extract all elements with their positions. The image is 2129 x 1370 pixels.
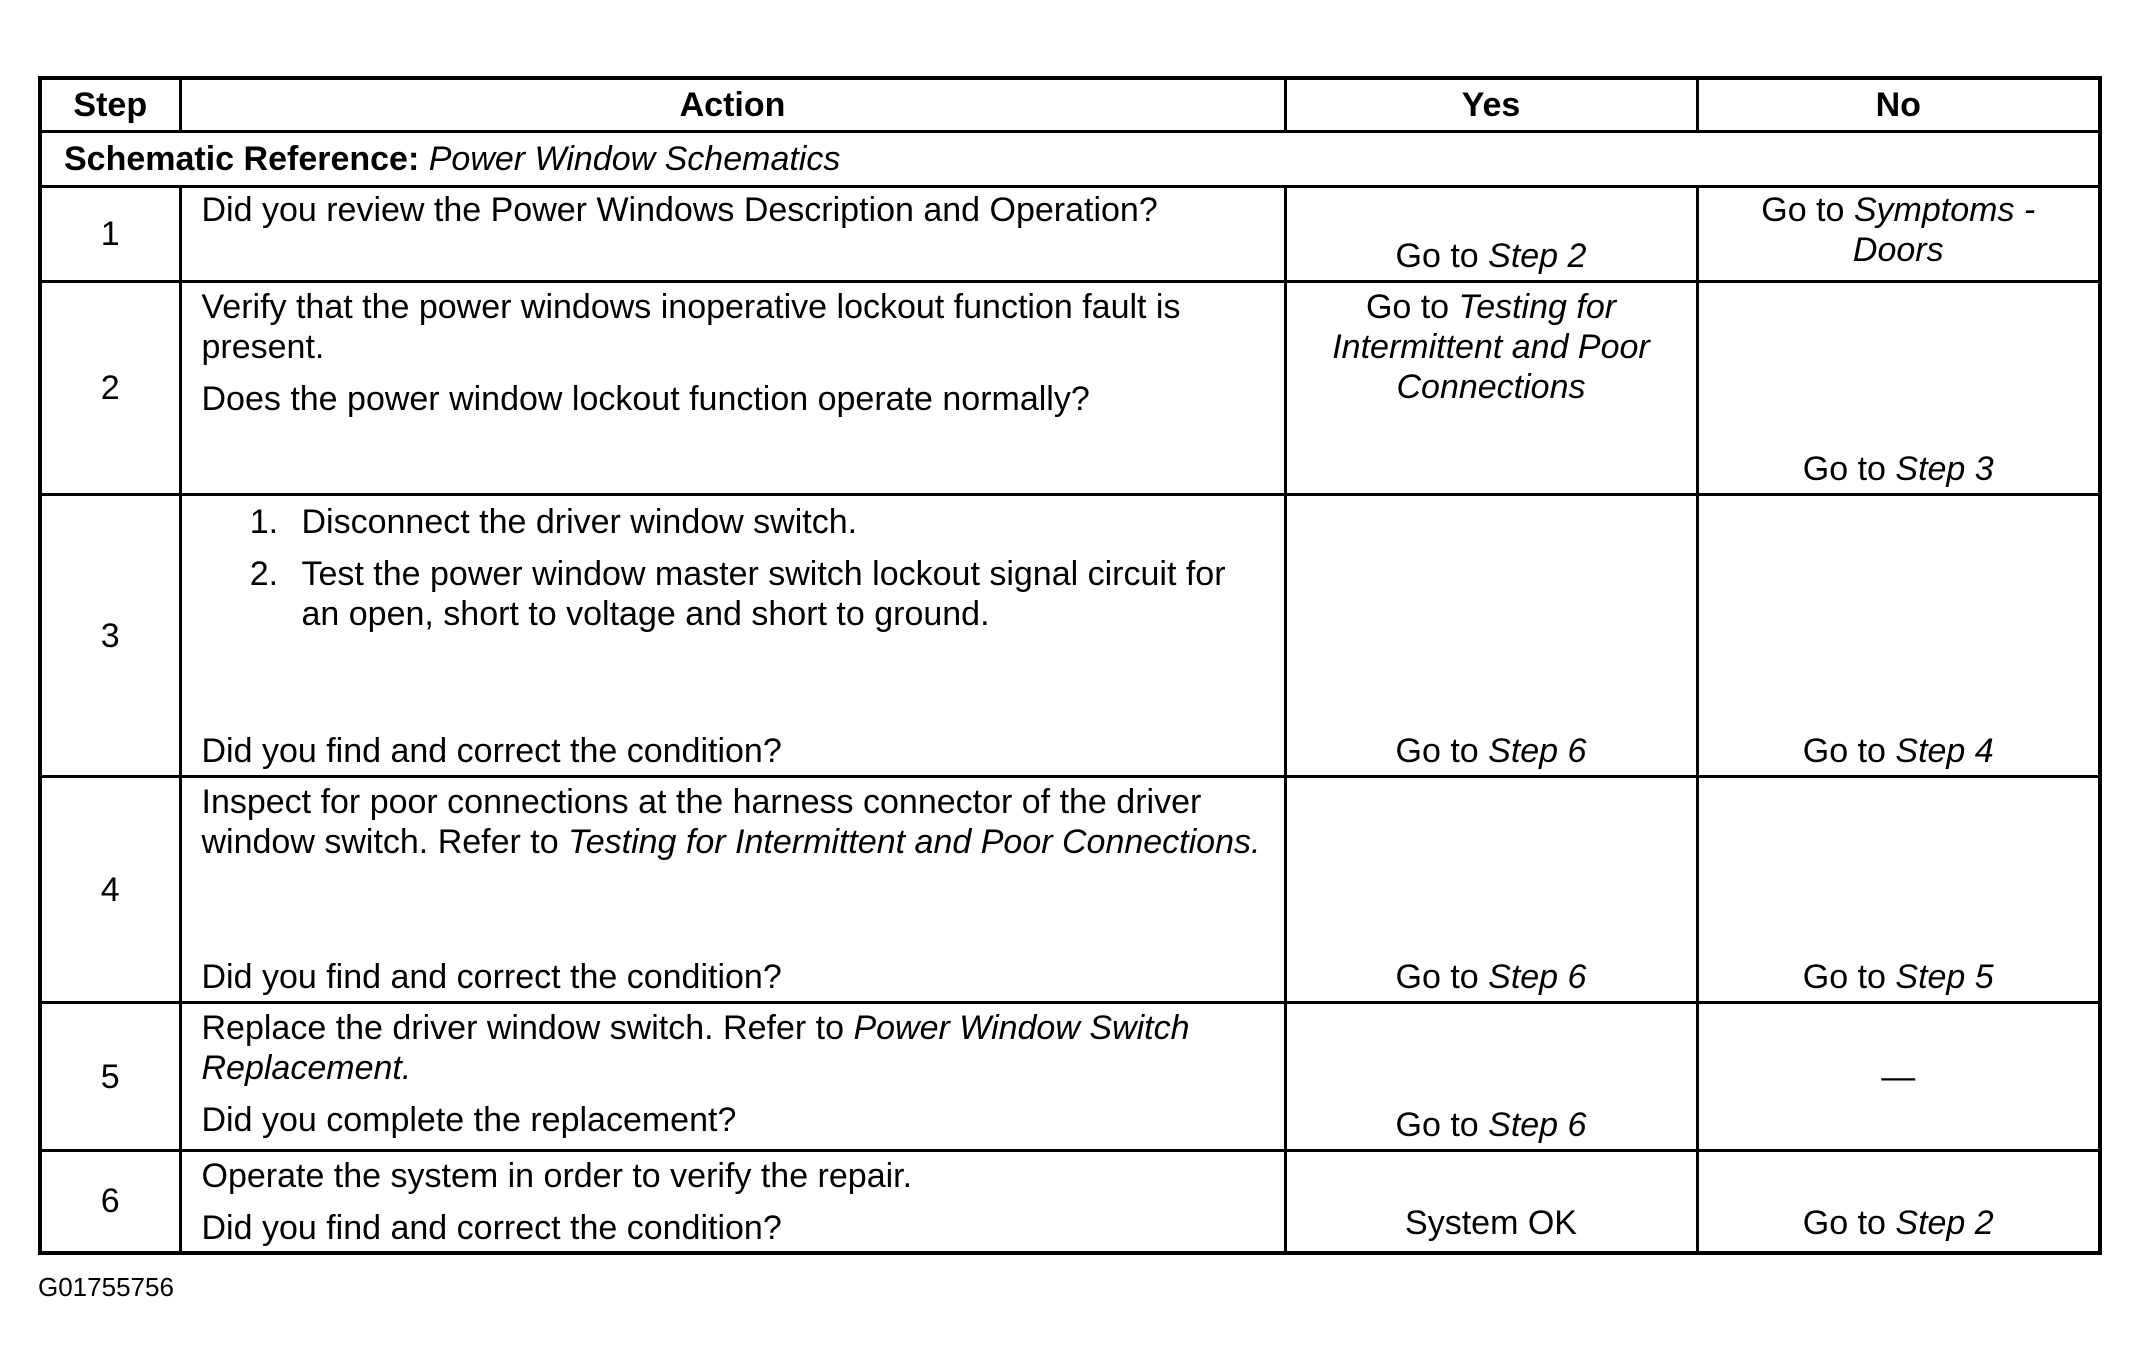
yes-cell: [1285, 1151, 1697, 1253]
schematic-reference-row: [40, 132, 2100, 187]
action-cell: [180, 282, 1285, 495]
no-link[interactable]: Symptoms - Doors: [1852, 191, 2036, 269]
action-cell: [180, 1003, 1285, 1151]
header-step: Step: [40, 78, 180, 132]
yes-cell: [1285, 1003, 1697, 1151]
action-cell: [180, 1151, 1285, 1253]
list-item: 2. Test the power window master switch lockout signal circuit for an open, short to voltage and short to ground.: [288, 554, 1272, 634]
schematic-reference: [40, 132, 2100, 187]
yes-prefix: Go to: [1395, 1106, 1489, 1144]
action-question: Does the power window lockout function operate normally?: [201, 380, 1090, 418]
action-question: Did you find and correct the condition?: [201, 1209, 782, 1247]
no-link[interactable]: Step 4: [1895, 732, 1994, 770]
no-link[interactable]: Step 5: [1895, 958, 1994, 996]
table-row: [40, 1151, 2100, 1253]
header-row: [40, 78, 2100, 132]
yes-link[interactable]: Step 6: [1488, 1106, 1587, 1144]
step-number: 5: [40, 1003, 180, 1151]
yes-prefix: Go to: [1395, 237, 1489, 275]
reference-label: Schematic Reference:: [64, 140, 420, 178]
no-cell: [1697, 1151, 2100, 1253]
action-text: Verify that the power windows inoperative lockout function fault is present.: [201, 288, 1181, 366]
yes-cell: [1285, 777, 1697, 1003]
yes-link[interactable]: Step 2: [1488, 237, 1587, 275]
header-action: Action: [180, 78, 1285, 132]
table-row: [40, 777, 2100, 1003]
header-no: No: [1697, 78, 2100, 132]
no-prefix: Go to: [1802, 958, 1896, 996]
yes-cell: [1285, 187, 1697, 282]
no-link[interactable]: Step 2: [1895, 1203, 1994, 1242]
no-cell: [1697, 187, 2100, 282]
step-number: 1: [40, 187, 180, 282]
list-item: 1. Disconnect the driver window switch.: [288, 502, 1272, 542]
table-row: [40, 282, 2100, 495]
no-cell: [1697, 282, 2100, 495]
step-number: 3: [40, 495, 180, 777]
yes-cell: [1285, 495, 1697, 777]
no-prefix: Go to: [1802, 1203, 1896, 1242]
action-question: Did you complete the replacement?: [201, 1101, 737, 1139]
action-text-body: Replace the driver window switch. Refer to: [201, 1009, 854, 1047]
action-text: Did you review the Power Windows Description and Operation?: [201, 191, 1158, 229]
no-cell: [1697, 495, 2100, 777]
step-number: 6: [40, 1151, 180, 1253]
action-cell: [180, 495, 1285, 777]
no-cell: [1697, 777, 2100, 1003]
table-row: [40, 187, 2100, 282]
action-link[interactable]: Testing for Intermittent and Poor Connections.: [568, 823, 1261, 861]
yes-text: System OK: [1405, 1203, 1577, 1242]
yes-link[interactable]: Testing for Intermittent and Poor Connections: [1332, 288, 1650, 406]
action-cell: [180, 187, 1285, 282]
yes-prefix: Go to: [1395, 958, 1489, 996]
reference-link[interactable]: Power Window Schematics: [428, 140, 841, 178]
action-list: [202, 502, 1272, 634]
step-number: 2: [40, 282, 180, 495]
no-link[interactable]: Step 3: [1895, 450, 1994, 488]
action-cell: [180, 777, 1285, 1003]
no-prefix: Go to: [1802, 450, 1896, 488]
action-text-body: Inspect for poor connections at the harness connector of the driver window switch. Refer to: [201, 783, 1202, 861]
table-row: [40, 1003, 2100, 1151]
yes-prefix: Go to: [1395, 732, 1489, 770]
action-text: [202, 782, 1272, 862]
yes-cell: [1285, 282, 1697, 495]
no-prefix: Go to: [1761, 191, 1854, 229]
action-question: Did you find and correct the condition?: [201, 958, 782, 996]
step-number: 4: [40, 777, 180, 1003]
document-id: G01755756: [38, 1272, 174, 1302]
header-yes: Yes: [1285, 78, 1697, 132]
yes-prefix: Go to: [1365, 288, 1459, 326]
diagnostic-table: [38, 76, 2102, 1255]
no-cell: [1697, 1003, 2100, 1151]
no-prefix: Go to: [1802, 732, 1896, 770]
yes-link[interactable]: Step 6: [1488, 958, 1587, 996]
action-text: Operate the system in order to verify the repair.: [201, 1157, 913, 1195]
action-question: Did you find and correct the condition?: [201, 732, 782, 770]
action-link[interactable]: Power Window Switch Replacement.: [201, 1009, 1190, 1087]
yes-link[interactable]: Step 6: [1488, 732, 1587, 770]
table-row: [40, 495, 2100, 777]
action-text: [202, 1008, 1272, 1088]
no-dash: —: [1881, 1057, 1916, 1096]
